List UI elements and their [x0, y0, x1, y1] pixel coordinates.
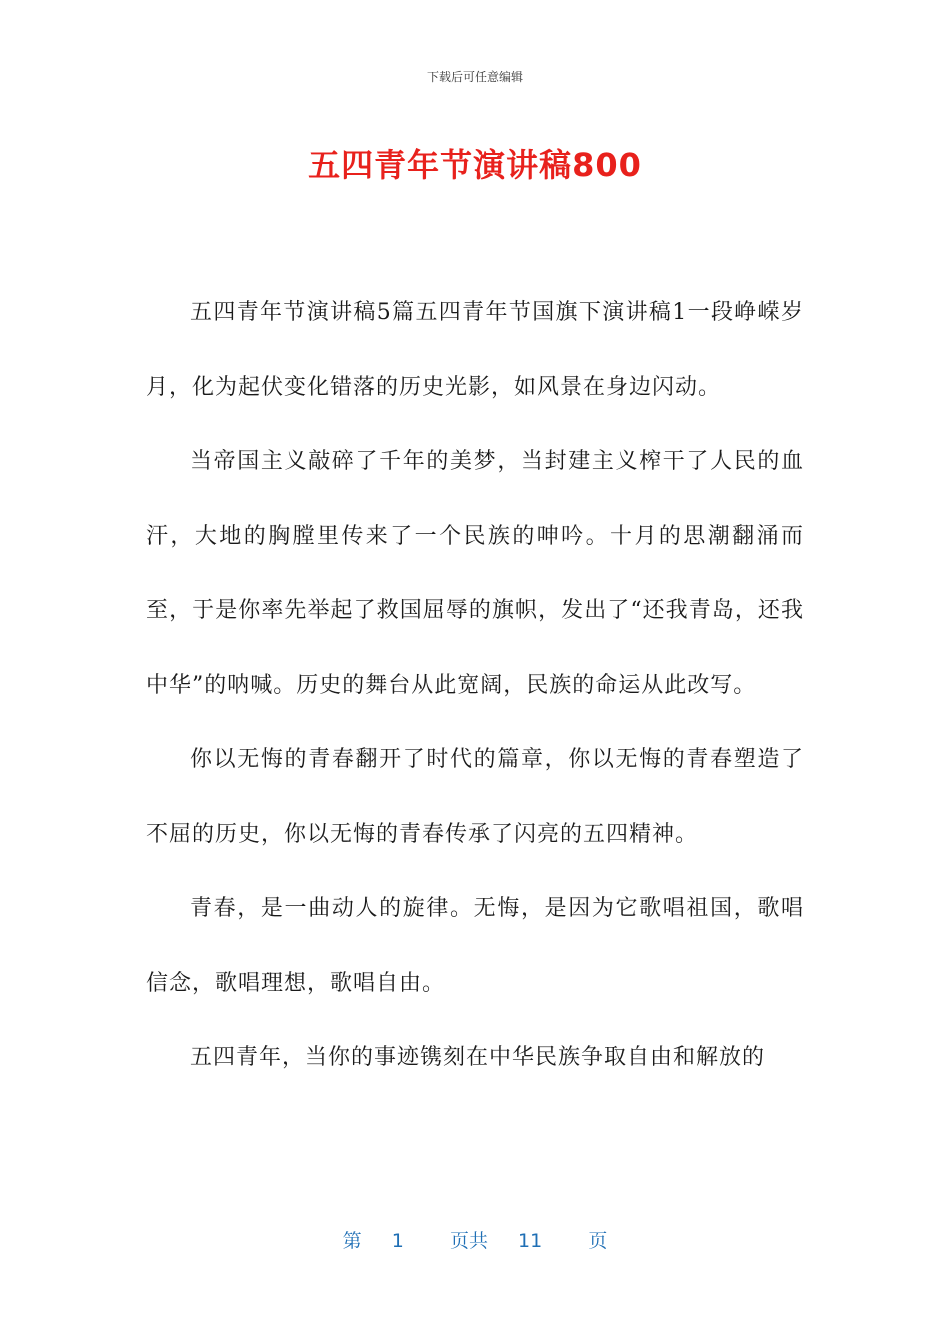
footer-current-page: 1	[391, 1230, 404, 1252]
footer-middle: 页共	[449, 1230, 488, 1252]
paragraph: 五四青年节演讲稿5篇五四青年节国旗下演讲稿1一段峥嵘岁月，化为起伏变化错落的历史光影，如风景在身边闪动。	[146, 300, 804, 400]
document-body	[146, 276, 804, 1096]
footer-total-pages: 11	[518, 1230, 543, 1252]
document-title: 五四青年节演讲稿800	[308, 146, 642, 184]
paragraph: 青春，是一曲动人的旋律。无悔，是因为它歌唱祖国，歌唱信念，歌唱理想，歌唱自由。	[146, 896, 804, 996]
paragraph: 五四青年，当你的事迹镌刻在中华民族争取自由和解放的	[190, 1045, 766, 1070]
header-note: 下载后可任意编辑	[426, 70, 523, 84]
footer-suffix: 页	[588, 1230, 608, 1252]
paragraph: 你以无悔的青春翻开了时代的篇章，你以无悔的青春塑造了不屈的历史，你以无悔的青春传承了闪亮的五四精神。	[146, 747, 804, 847]
paragraph: 当帝国主义敲碎了千年的美梦，当封建主义榨干了人民的血汗，大地的胸膛里传来了一个民族的呻吟。十月的思潮翻涌而至，于是你率先举起了救国屈辱的旗帜，发出了“还我青岛，还我中华”的呐喊。历史的舞台从此宽阔，民族的命运从此改写。	[146, 449, 804, 698]
footer-prefix: 第	[342, 1230, 362, 1252]
page-footer	[0, 1226, 950, 1253]
